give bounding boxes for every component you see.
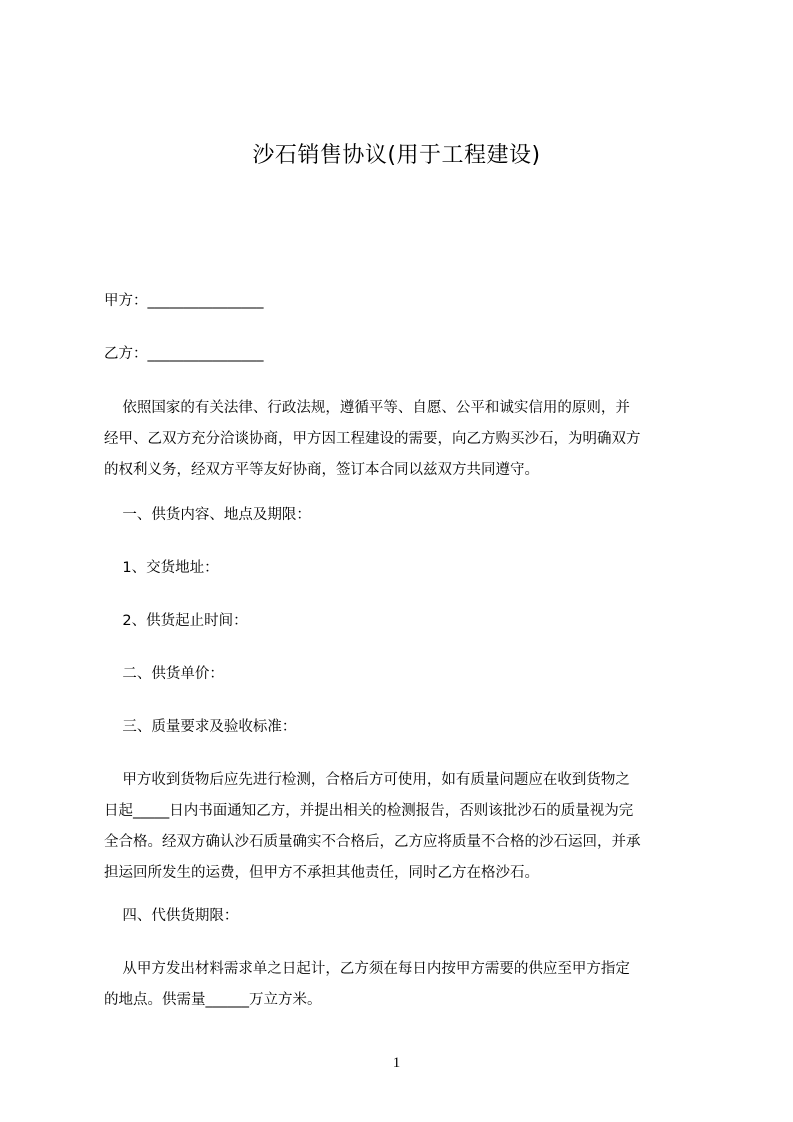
text-line: 担运回所发生的运费，但甲方不承担其他责任，同时乙方在格沙石。 <box>104 865 539 881</box>
text-line: 日起_____日内书面通知乙方，并提出相关的检测报告，否则该批沙石的质量视为完 <box>104 803 634 819</box>
section-heading-3: 三、质量要求及验收标准： <box>104 719 297 735</box>
page-number: 1 <box>392 1055 401 1071</box>
text-line: 的权利义务，经双方平等友好协商，签订本合同以兹双方共同遵守。 <box>104 462 539 478</box>
item-delivery-address: 1、交货地址： <box>104 560 219 576</box>
text-line: 甲方收到货物后应先进行检测，合格后方可使用，如有质量问题应在收到货物之 <box>104 772 630 788</box>
quality-paragraph <box>104 770 694 894</box>
text-line: 的地点。供需量______万立方米。 <box>104 992 322 1008</box>
intro-paragraph <box>104 398 694 491</box>
text-line: 全合格。经双方确认沙石质量确实不合格后，乙方应将质量不合格的沙石运回，并承 <box>104 834 641 850</box>
text-line: 依照国家的有关法律、行政法规，遵循平等、自愿、公平和诚实信用的原则，并 <box>104 400 630 416</box>
text-line: 经甲、乙双方充分洽谈协商，甲方因工程建设的需要，向乙方购买沙石，为明确双方 <box>104 431 641 447</box>
section-heading-1: 一、供货内容、地点及期限： <box>104 507 311 523</box>
item-supply-period: 2、供货起止时间： <box>104 613 248 629</box>
party-a-line: 甲方：________________ <box>104 293 264 309</box>
text-line: 从甲方发出材料需求单之日起计，乙方须在每日内按甲方需要的供应至甲方指定 <box>104 961 630 977</box>
section-heading-4: 四、代供货期限： <box>104 908 239 924</box>
section-heading-2: 二、供货单价： <box>104 666 224 682</box>
party-b-line: 乙方：________________ <box>104 346 264 362</box>
document-title: 沙石销售协议(用于工程建设) <box>252 143 541 168</box>
supply-paragraph <box>104 959 694 1021</box>
